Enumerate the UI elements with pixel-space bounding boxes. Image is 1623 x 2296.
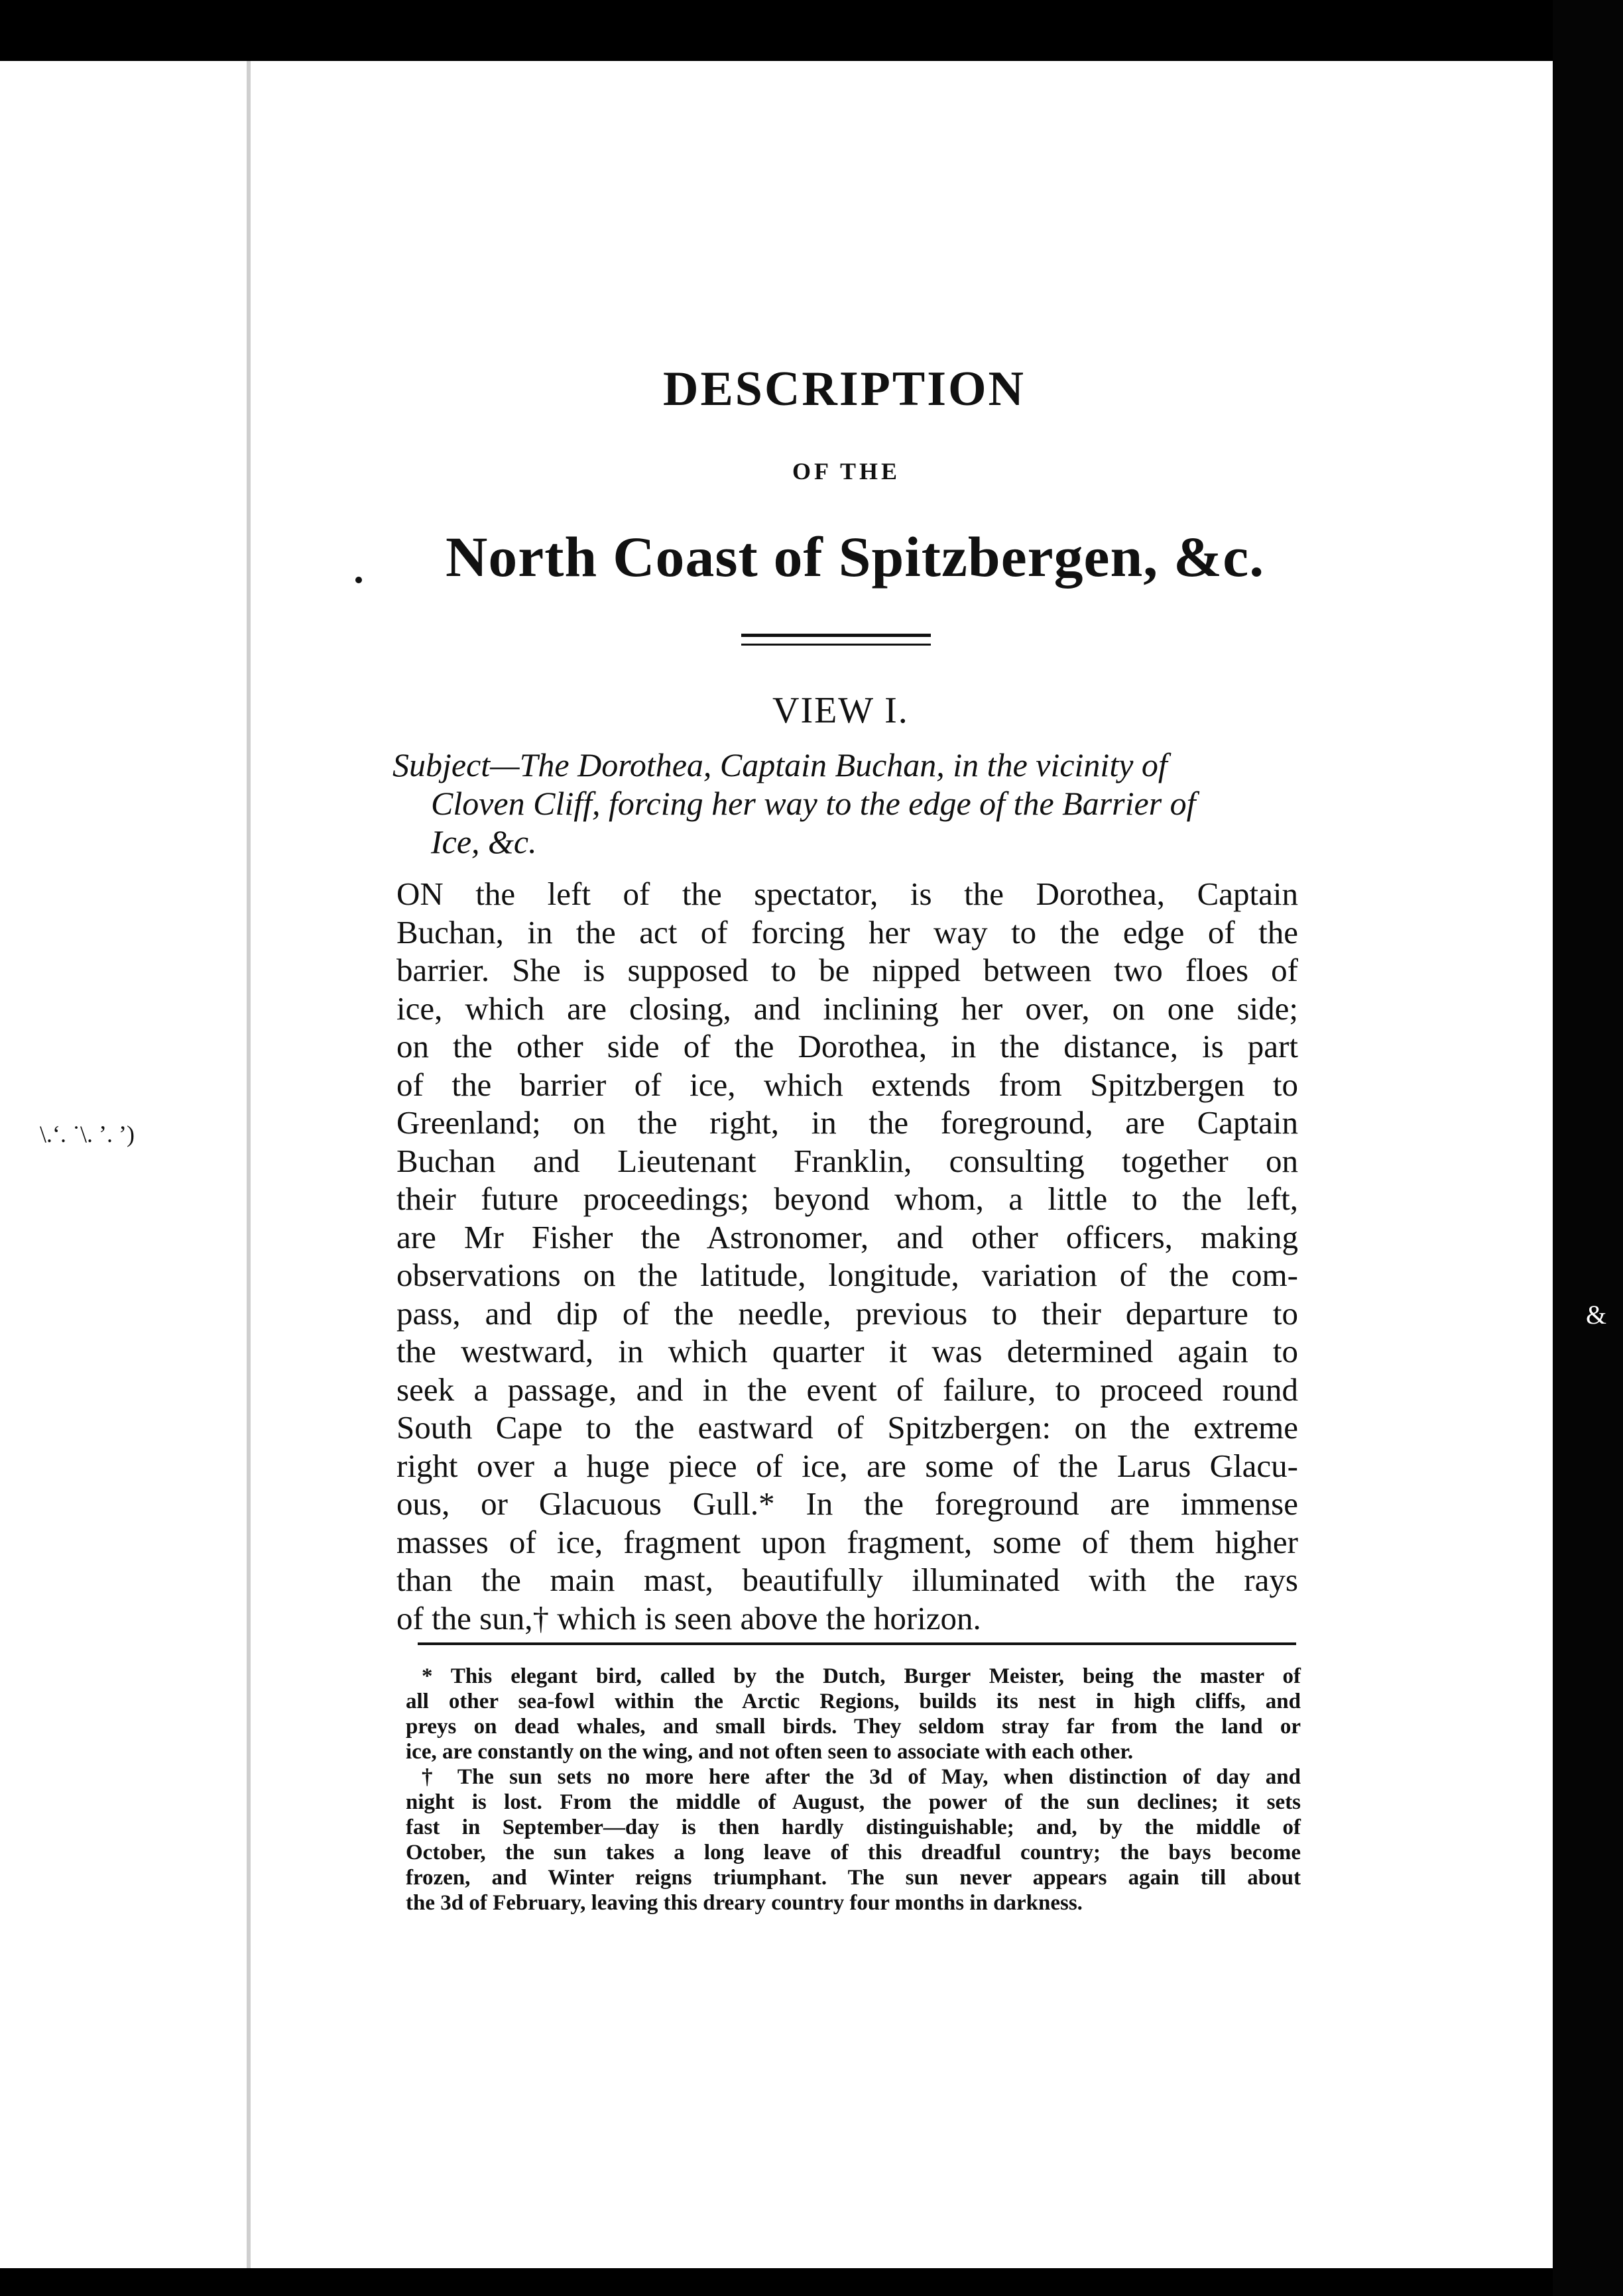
body-line: ON the left of the spectator, is the Dorothea, Captain	[396, 876, 1298, 912]
right-margin-mark: &	[1586, 1300, 1607, 1330]
body-line: right over a huge piece of ice, are some of the Larus Glacu-	[396, 1447, 1298, 1484]
footnote-line: frozen, and Winter reigns triumphant. The sun never appears again till about	[406, 1866, 1301, 1890]
body-paragraph	[396, 875, 1298, 1637]
body-line: ice, which are closing, and inclining her over, on one side;	[396, 990, 1298, 1027]
body-line: pass, and dip of the needle, previous to their departure to	[396, 1294, 1298, 1332]
footnote-line: fast in September—day is then hardly distinguishable; and, by the middle of	[406, 1815, 1301, 1839]
right-dark-edge	[1553, 0, 1623, 2296]
footnotes	[406, 1664, 1301, 1916]
footnote-line: ice, are constantly on the wing, and not often seen to associate with each other.	[406, 1740, 1134, 1764]
page-title: DESCRIPTION	[663, 362, 1026, 416]
left-gutter	[0, 61, 247, 2268]
subject-block	[392, 746, 1314, 861]
body-line: barrier. She is supposed to be nipped between two floes of	[396, 952, 1298, 988]
body-line: seek a passage, and in the event of failure, to proceed round	[396, 1371, 1298, 1408]
body-line: of the barrier of ice, which extends from Spitzbergen to	[396, 1066, 1298, 1103]
body-line: than the main mast, beautifully illuminated with the rays	[396, 1562, 1298, 1598]
left-margin-bleed-marks: \.ʻ. ˙\. ʼ. ’)	[40, 1121, 135, 1147]
body-line: their future proceedings; beyond whom, a little to the left,	[396, 1180, 1298, 1217]
footnote-rule	[418, 1642, 1296, 1645]
body-line: Buchan and Lieutenant Franklin, consulting together on	[396, 1142, 1298, 1179]
footnote-line: all other sea-fowl within the Arctic Regions, builds its nest in high cliffs, and	[406, 1690, 1301, 1713]
view-heading: VIEW I.	[772, 690, 909, 731]
footnote-line: night is lost. From the middle of August, the power of the sun declines; it sets	[406, 1790, 1301, 1814]
margin-dot	[355, 577, 362, 583]
footnote-line: * This elegant bird, called by the Dutch, Burger Meister, being the master of	[422, 1664, 1301, 1688]
body-line: are Mr Fisher the Astronomer, and other officers, making	[396, 1218, 1298, 1255]
footnote-line: † The sun sets no more here after the 3d of May, when distinction of day and	[422, 1765, 1301, 1789]
title-connector: OF THE	[792, 458, 901, 485]
body-line: observations on the latitude, longitude, variation of the com-	[396, 1257, 1298, 1293]
body-line: Buchan, in the act of forcing her way to the edge of the	[396, 913, 1298, 950]
subject-line: Cloven Cliff, forcing her way to the edge of the Barrier of	[431, 785, 1196, 822]
subject-line: Ice, &c.	[431, 823, 537, 860]
body-line: of the sun,† which is seen above the horizon.	[396, 1599, 981, 1636]
page-subtitle: North Coast of Spitzbergen, &c.	[446, 525, 1265, 589]
body-line: Greenland; on the right, in the foreground, are Captain	[396, 1104, 1298, 1141]
body-line: masses of ice, fragment upon fragment, some of them higher	[396, 1523, 1298, 1560]
body-line: South Cape to the eastward of Spitzbergen: on the extreme	[396, 1409, 1298, 1446]
subject-line: Subject—The Dorothea, Captain Buchan, in the vicinity of	[392, 746, 1168, 783]
footnote-line: preys on dead whales, and small birds. They seldom stray far from the land or	[406, 1715, 1301, 1739]
body-line: ous, or Glacuous Gull.* In the foreground are immense	[396, 1485, 1298, 1522]
footnote-line: the 3d of February, leaving this dreary country four months in darkness.	[406, 1891, 1083, 1915]
footnote-line: October, the sun takes a long leave of this dreadful country; the bays become	[406, 1841, 1301, 1865]
double-rule-divider	[741, 634, 931, 646]
body-line: the westward, in which quarter it was determined again to	[396, 1333, 1298, 1369]
body-line: on the other side of the Dorothea, in the distance, is part	[396, 1028, 1298, 1064]
